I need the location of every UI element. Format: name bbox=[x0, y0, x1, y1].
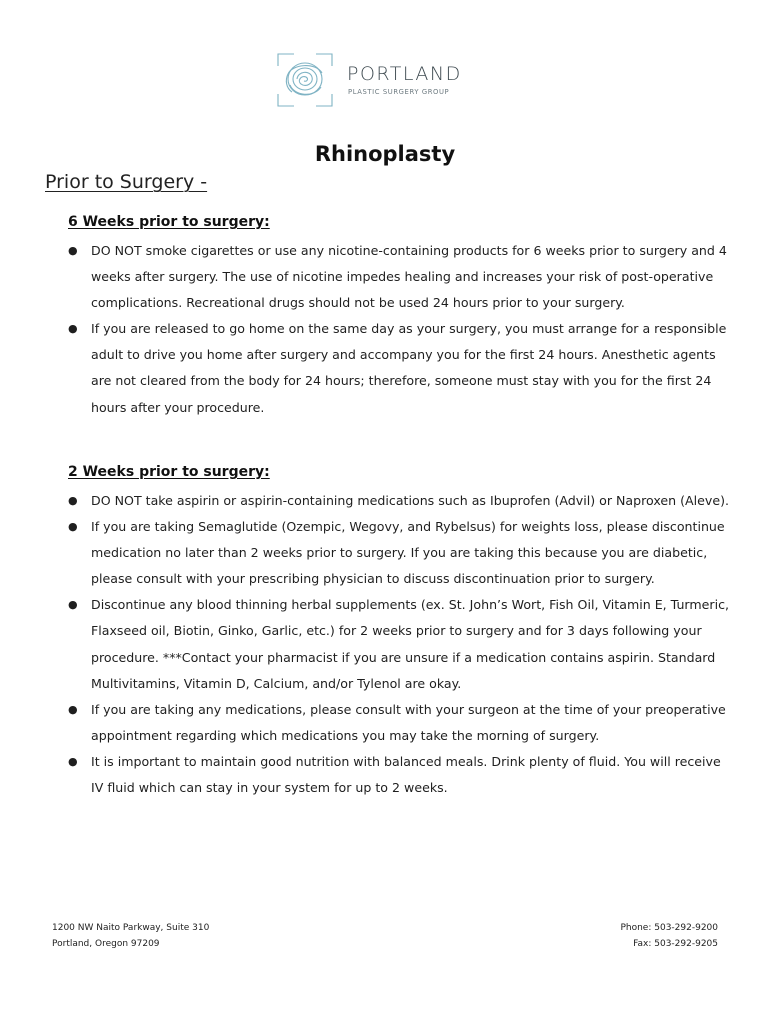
six-weeks-heading: 6 Weeks prior to surgery: bbox=[68, 214, 270, 230]
address-line-1: 1200 NW Naito Parkway, Suite 310 bbox=[52, 923, 210, 933]
bullet-icon: ● bbox=[68, 322, 78, 336]
list-item-text: It is important to maintain good nutrition with balanced meals. Drink plenty of fluid. You will receive IV fluid which can stay in your system for up to 2 weeks. bbox=[91, 753, 721, 796]
footer-contact bbox=[620, 921, 718, 952]
page-title: Rhinoplasty bbox=[314, 142, 456, 166]
logo bbox=[276, 52, 476, 108]
list-item-text: Discontinue any blood thinning herbal supplements (ex. St. John’s Wort, Fish Oil, Vitamin E, Turmeric, Flaxseed oil, Biotin, Ginko, Garlic, etc.) for 2 weeks prior to surgery and for 3 days following your procedure. ***Contact your pharmacist if you are unsure if a medication contains aspirin. Standard Multivitamins, Vitamin D, Calcium, and/or Tylenol are okay. bbox=[91, 597, 729, 691]
six-weeks-list bbox=[66, 238, 730, 421]
bullet-icon: ● bbox=[68, 244, 78, 257]
list-item bbox=[66, 238, 730, 316]
fax-number: Fax: 503-292-9205 bbox=[633, 938, 718, 949]
address-line-2: Portland, Oregon 97209 bbox=[52, 938, 160, 949]
list-item bbox=[66, 697, 730, 749]
bullet-icon: ● bbox=[68, 494, 78, 507]
bullet-icon: ● bbox=[68, 754, 78, 768]
prior-to-surgery-heading: Prior to Surgery - bbox=[45, 171, 208, 193]
rose-logo-icon bbox=[276, 52, 334, 108]
list-item bbox=[66, 749, 730, 801]
list-item-text: If you are taking Semaglutide (Ozempic, Wegovy, and Rybelsus) for weights loss, please discontinue medication no later than 2 weeks prior to surgery. If you are taking this because you are diabetic, please consult with your prescribing physician to discuss discontinuation prior to surgery. bbox=[91, 519, 725, 587]
bullet-icon: ● bbox=[68, 598, 78, 612]
footer-address bbox=[52, 921, 209, 952]
two-weeks-heading: 2 Weeks prior to surgery: bbox=[68, 464, 270, 480]
phone-number: Phone: 503-292-9200 bbox=[620, 923, 718, 933]
list-item bbox=[66, 592, 730, 696]
list-item-text: DO NOT take aspirin or aspirin-containing medications such as Ibuprofen (Advil) or Naproxen (Aleve). bbox=[91, 493, 730, 508]
bullet-icon: ● bbox=[68, 520, 78, 534]
logo-subtitle: PLASTIC SURGERY GROUP bbox=[348, 88, 450, 96]
list-item-text: If you are taking any medications, please consult with your surgeon at the time of your preoperative appointment regarding which medications you may take the morning of surgery. bbox=[91, 701, 726, 743]
list-item-text: DO NOT smoke cigarettes or use any nicotine-containing products for 6 weeks prior to surgery and 4 weeks after surgery. The use of nicotine impedes healing and increases your risk of post-operative complications. Recreational drugs should not be used 24 hours prior to your surgery. bbox=[91, 243, 727, 311]
list-item bbox=[66, 514, 730, 592]
list-item-text: If you are released to go home on the same day as your surgery, you must arrange for a responsible adult to drive you home after surgery and accompany you for the first 24 hours. Anesthetic agents are not cleared from the body for 24 hours; therefore, someone must stay with you for the first 24 hours after your procedure. bbox=[91, 321, 727, 415]
two-weeks-list bbox=[66, 488, 730, 801]
bullet-icon: ● bbox=[68, 702, 78, 716]
logo-name: PORTLAND bbox=[347, 63, 462, 85]
list-item bbox=[66, 316, 730, 420]
list-item bbox=[66, 488, 730, 514]
